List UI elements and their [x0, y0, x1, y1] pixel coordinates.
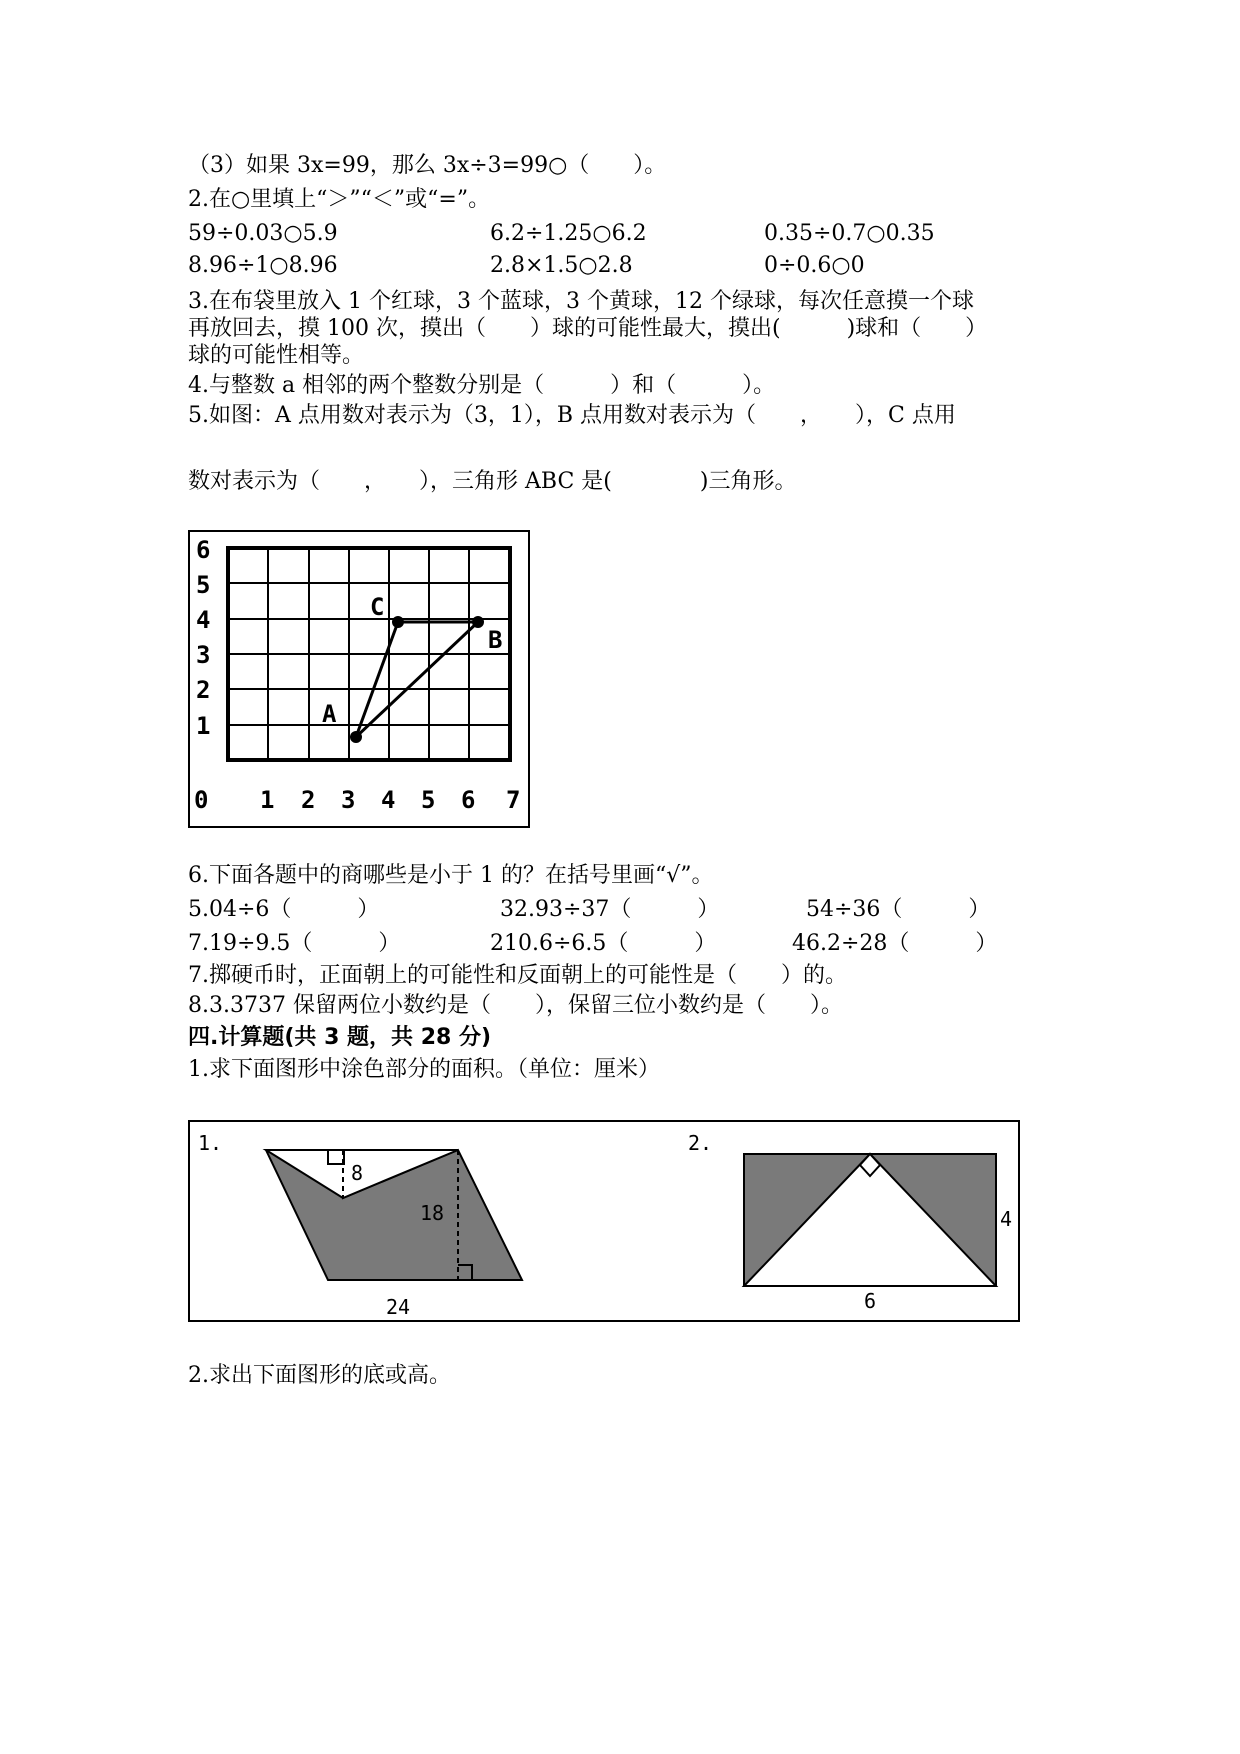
compare-item: 2.8×1.5○2.8: [490, 253, 633, 278]
quotient-item: 7.19÷9.5（ ）: [188, 931, 401, 956]
x-label: 7: [506, 786, 521, 814]
question-2-title: 2.在○里填上“＞”“＜”或“=”。: [188, 187, 491, 212]
question-1-3: （3）如果 3x=99，那么 3x÷3=99○（ ）。: [188, 153, 667, 178]
figure-2-rectangle: [744, 1154, 996, 1286]
question-3-line3: 球的可能性相等。: [188, 343, 365, 368]
question-5-line1: 5.如图：A 点用数对表示为（3，1），B 点用数对表示为（ ， ），C 点用: [188, 403, 956, 428]
figure-2-label-6: 6: [864, 1289, 877, 1313]
question-8: 8.3.3737 保留两位小数约是（ ），保留三位小数约是（ ）。: [188, 993, 843, 1018]
y-label: 2: [196, 676, 211, 704]
quotient-item: 32.93÷37（ ）: [500, 897, 720, 922]
compare-item: 0÷0.6○0: [764, 253, 865, 278]
point-c: [392, 616, 404, 628]
x-label: 4: [381, 786, 396, 814]
point-label-b: B: [488, 626, 503, 654]
compare-item: 8.96÷1○8.96: [188, 253, 338, 278]
x-label: 3: [341, 786, 356, 814]
calc-question-1: 1.求下面图形中涂色部分的面积。（单位：厘米）: [188, 1057, 660, 1082]
x-label: 6: [461, 786, 476, 814]
question-3-line1: 3.在布袋里放入 1 个红球，3 个蓝球，3 个黄球，12 个绿球，每次任意摸一个球: [188, 289, 974, 314]
y-label: 5: [196, 571, 211, 599]
coordinate-grid-figure: [188, 530, 530, 828]
point-label-a: A: [322, 700, 337, 728]
figure-1-label-18: 18: [420, 1201, 445, 1225]
calc-question-2: 2.求出下面图形的底或高。: [188, 1363, 451, 1388]
figure-2-label-4: 4: [1000, 1207, 1013, 1231]
quotient-item: 54÷36（ ）: [806, 897, 991, 922]
x-label: 5: [421, 786, 436, 814]
figure-1-number: 1.: [198, 1131, 223, 1155]
compare-item: 0.35÷0.7○0.35: [764, 221, 935, 246]
quotient-item: 46.2÷28（ ）: [792, 931, 998, 956]
question-4: 4.与整数 a 相邻的两个整数分别是（ ）和（ ）。: [188, 373, 776, 398]
point-a: [350, 731, 362, 743]
figure-1-label-8: 8: [351, 1161, 364, 1185]
question-5-line2: 数对表示为（ ， ），三角形 ABC 是( )三角形。: [188, 469, 797, 494]
y-label: 4: [196, 606, 211, 634]
point-b: [472, 616, 484, 628]
quotient-item: 210.6÷6.5（ ）: [490, 931, 717, 956]
figure-1-label-24: 24: [386, 1295, 411, 1319]
question-3-line2: 再放回去，摸 100 次，摸出（ ）球的可能性最大，摸出( )球和（ ）: [188, 316, 988, 341]
y-label: 1: [196, 712, 211, 740]
y-label: 6: [196, 536, 211, 564]
y-label: 3: [196, 641, 211, 669]
compare-item: 59÷0.03○5.9: [188, 221, 338, 246]
x-label: 1: [260, 786, 275, 814]
point-label-c: C: [370, 593, 385, 621]
compare-item: 6.2÷1.25○6.2: [490, 221, 647, 246]
quotient-item: 5.04÷6（ ）: [188, 897, 380, 922]
x-label: 0: [194, 786, 209, 814]
section-heading: 四.计算题(共 3 题，共 28 分): [188, 1025, 492, 1050]
question-6-title: 6.下面各题中的商哪些是小于 1 的？在括号里画“√”。: [188, 863, 714, 888]
figure-2-number: 2.: [688, 1131, 713, 1155]
shaded-area-figures: [188, 1120, 1020, 1322]
question-7: 7.掷硬币时，正面朝上的可能性和反面朝上的可能性是（ ）的。: [188, 963, 847, 988]
x-label: 2: [301, 786, 316, 814]
